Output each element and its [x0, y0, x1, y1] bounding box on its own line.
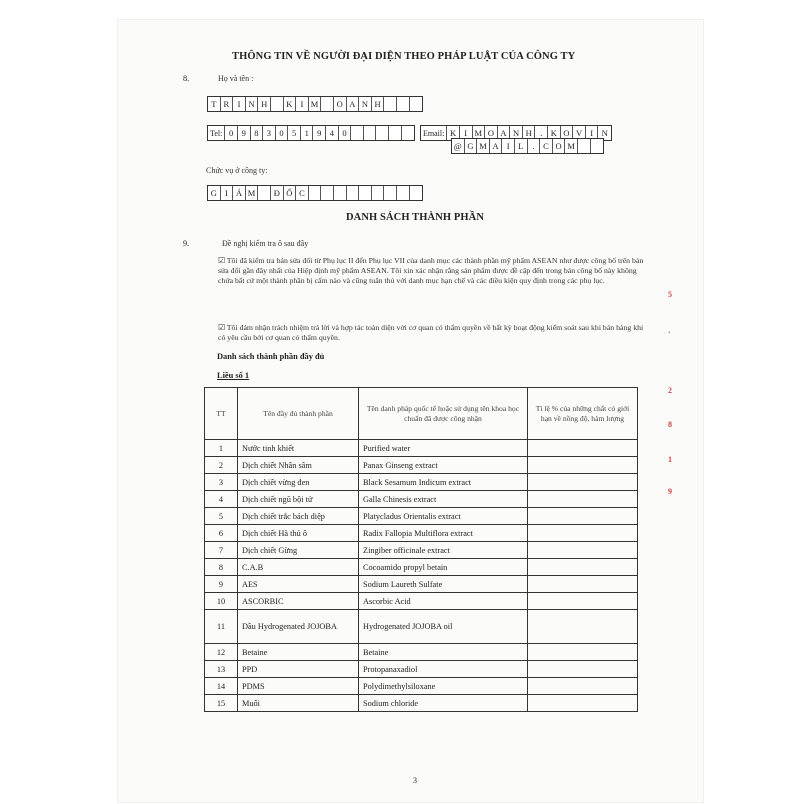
table-row [205, 525, 638, 542]
table-row [205, 474, 638, 491]
table-row [205, 440, 638, 457]
name-label: Họ và tên : [218, 74, 254, 83]
ingredient-name: Dịch chiết Gừng [238, 542, 359, 559]
inci-name: Betaine [359, 644, 528, 661]
table-row [205, 457, 638, 474]
char-cell [410, 186, 423, 200]
dose-subtitle: Liều số 1 [217, 371, 250, 380]
char-cell [384, 186, 397, 200]
email-field-line2[interactable] [451, 138, 604, 154]
char-cell: V [573, 126, 586, 140]
header-tt: TT [205, 388, 238, 440]
char-cell: I [460, 126, 473, 140]
inci-name: Platycladus Orientalis extract [359, 508, 528, 525]
percentage [528, 678, 638, 695]
percentage [528, 508, 638, 525]
table-row [205, 644, 638, 661]
ingredient-name: C.A.B [238, 559, 359, 576]
inci-name: Sodium Laureth Sulfate [359, 576, 528, 593]
char-cell [389, 126, 402, 140]
percentage [528, 525, 638, 542]
char-cell: 1 [301, 126, 314, 140]
inci-name: Panax Ginseng extract [359, 457, 528, 474]
char-cell: R [221, 97, 234, 111]
char-cell: M [473, 126, 486, 140]
char-cell: K [548, 126, 561, 140]
char-cell [309, 186, 322, 200]
header-full-name: Tên đầy đủ thành phần [238, 388, 359, 440]
inci-name: Galla Chinesis extract [359, 491, 528, 508]
inci-name: Black Sesamum Indicum extract [359, 474, 528, 491]
percentage [528, 457, 638, 474]
ingredient-name: Betaine [238, 644, 359, 661]
inci-name: Cocoamido propyl betain [359, 559, 528, 576]
char-cell: I [586, 126, 599, 140]
ingredient-name: PPD [238, 661, 359, 678]
ingredient-name: PDMS [238, 678, 359, 695]
page-number: 3 [413, 776, 417, 785]
char-cell: T [208, 97, 221, 111]
char-cell: Ố [284, 186, 297, 200]
table-row [205, 593, 638, 610]
percentage [528, 695, 638, 712]
section-title: DANH SÁCH THÀNH PHẦN [346, 212, 485, 223]
side-mark: 9 [668, 487, 672, 496]
table-row [205, 695, 638, 712]
char-cell: L [515, 139, 528, 153]
row-number: 7 [205, 542, 238, 559]
inci-name: Polydimethylsiloxane [359, 678, 528, 695]
ingredient-name: ASCORBIC [238, 593, 359, 610]
percentage [528, 644, 638, 661]
tel-label: Tel: [208, 126, 225, 140]
char-cell: 8 [251, 126, 264, 140]
inci-name: Sodium chloride [359, 695, 528, 712]
table-row [205, 661, 638, 678]
char-cell: . [535, 126, 548, 140]
row-number: 10 [205, 593, 238, 610]
row-number: 13 [205, 661, 238, 678]
char-cell [397, 186, 410, 200]
row-number: 11 [205, 610, 238, 644]
char-cell: O [334, 97, 347, 111]
section-8-number: 8. [183, 74, 190, 83]
ingredient-name: Dịch chiết Hà thủ ô [238, 525, 359, 542]
percentage [528, 491, 638, 508]
char-cell [271, 97, 284, 111]
checkbox-statement-1[interactable]: ☑ Tôi đã kiểm tra bản sửa đổi từ Phụ lục II đến Phụ lục VII của danh mục các thành phần mỹ phẩm ASEAN như được công bố trên bản sửa đổi gần đây nhất của Hiệp định mỹ phẩm ASEAN. Tôi xin xác nhận rằng sản phẩm được đề cập đến trong bản công bố này không chứa bất cứ một thành phần bị cấm nào và cũng tuân thủ với danh mục hạn chế và các điều kiện quy định trong các phụ lục. [218, 256, 644, 285]
header-percentage: Tỉ lệ % của những chất có giới hạn về nồng độ, hàm lượng [528, 388, 638, 440]
char-cell: A [498, 126, 511, 140]
check-intro: Đề nghị kiểm tra ô sau đây [222, 239, 309, 248]
char-cell [351, 126, 364, 140]
row-number: 4 [205, 491, 238, 508]
header-inci-name: Tên danh pháp quốc tế hoặc sử dụng tên khoa học chuẩn đã được công nhận [359, 388, 528, 440]
char-cell: I [296, 97, 309, 111]
ingredient-list-title: Danh sách thành phần đầy đủ [217, 352, 325, 361]
char-cell: 9 [313, 126, 326, 140]
char-cell [364, 126, 377, 140]
char-cell: H [258, 97, 271, 111]
char-cell [321, 186, 334, 200]
char-cell: 3 [263, 126, 276, 140]
table-row [205, 559, 638, 576]
char-cell: O [553, 139, 566, 153]
char-cell: . [528, 139, 541, 153]
char-cell: M [565, 139, 578, 153]
percentage [528, 440, 638, 457]
row-number: 14 [205, 678, 238, 695]
ingredient-name: Dịch chiết Nhân sâm [238, 457, 359, 474]
row-number: 5 [205, 508, 238, 525]
table-row [205, 576, 638, 593]
char-cell: C [540, 139, 553, 153]
inci-name: Purified water [359, 440, 528, 457]
char-cell: 4 [326, 126, 339, 140]
char-cell [402, 126, 415, 140]
char-cell: K [284, 97, 297, 111]
char-cell: K [447, 126, 460, 140]
ingredient-name: Muối [238, 695, 359, 712]
percentage [528, 610, 638, 644]
email-label: Email: [421, 126, 447, 140]
char-cell: H [523, 126, 536, 140]
percentage [528, 661, 638, 678]
percentage [528, 576, 638, 593]
char-cell [397, 97, 410, 111]
char-cell: I [502, 139, 515, 153]
char-cell: N [601, 128, 608, 138]
ingredient-name: Nước tinh khiết [238, 440, 359, 457]
row-number: 8 [205, 559, 238, 576]
page-heading: THÔNG TIN VỀ NGƯỜI ĐẠI DIỆN THEO PHÁP LUẬT CỦA CÔNG TY [232, 51, 576, 62]
char-cell: G [208, 186, 221, 200]
percentage [528, 593, 638, 610]
inci-name: Zingiber officinale extract [359, 542, 528, 559]
char-cell [410, 97, 423, 111]
row-number: 3 [205, 474, 238, 491]
char-cell [384, 97, 397, 111]
char-cell: Á [233, 186, 246, 200]
char-cell [372, 186, 385, 200]
char-cell [578, 139, 591, 153]
char-cell: H [372, 97, 385, 111]
ingredient-name: Dầu Hydrogenated JOJOBA [238, 610, 359, 644]
row-number: 9 [205, 576, 238, 593]
inci-name: Hydrogenated JOJOBA oil [359, 610, 528, 644]
char-cell [376, 126, 389, 140]
char-cell: 9 [238, 126, 251, 140]
tel-field[interactable] [207, 125, 415, 141]
inci-name: Ascorbic Acid [359, 593, 528, 610]
side-mark: 5 [668, 290, 672, 299]
percentage [528, 542, 638, 559]
char-cell [258, 186, 271, 200]
char-cell: I [221, 186, 234, 200]
char-cell: M [309, 97, 322, 111]
ingredient-name: Dịch chiết vừng đen [238, 474, 359, 491]
char-cell: O [485, 126, 498, 140]
side-mark: · [668, 328, 671, 337]
percentage [528, 474, 638, 491]
row-number: 6 [205, 525, 238, 542]
char-cell: A [490, 139, 503, 153]
name-field[interactable] [207, 96, 423, 112]
table-row [205, 678, 638, 695]
char-cell [347, 186, 360, 200]
table-row [205, 491, 638, 508]
char-cell: M [477, 139, 490, 153]
inci-name: Radix Fallopia Multiflora extract [359, 525, 528, 542]
ingredient-name: Dịch chiết trắc bách diệp [238, 508, 359, 525]
table-row [205, 610, 638, 644]
char-cell: G [465, 139, 478, 153]
char-cell: C [296, 186, 309, 200]
ingredient-name: AES [238, 576, 359, 593]
char-cell: N [510, 126, 523, 140]
char-cell [321, 97, 334, 111]
char-cell: @ [452, 139, 465, 153]
table-row [205, 508, 638, 525]
char-cell: N [246, 97, 259, 111]
char-cell: Đ [271, 186, 284, 200]
checkbox-statement-2[interactable]: ☑ Tôi đảm nhận trách nhiệm trả lời và hợp tác toàn diện với cơ quan có thẩm quyền về bất kỳ hoạt động kiểm soát sau khi bán hàng khi có yêu cầu bởi cơ quan có thẩm quyền. [218, 323, 644, 342]
char-cell [591, 139, 604, 153]
table-header-row [205, 388, 638, 440]
row-number: 2 [205, 457, 238, 474]
percentage [528, 559, 638, 576]
char-cell: M [246, 186, 259, 200]
inci-name: Protopanaxadiol [359, 661, 528, 678]
char-cell: A [347, 97, 360, 111]
side-mark: 2 [668, 386, 672, 395]
side-mark: 8 [668, 420, 672, 429]
position-label: Chức vụ ở công ty: [206, 166, 268, 175]
char-cell: 0 [339, 126, 352, 140]
ingredient-table [204, 387, 638, 712]
section-9-number: 9. [183, 239, 190, 248]
char-cell: O [561, 126, 574, 140]
char-cell [334, 186, 347, 200]
char-cell [359, 186, 372, 200]
char-cell: 0 [276, 126, 289, 140]
table-row [205, 542, 638, 559]
row-number: 1 [205, 440, 238, 457]
row-number: 15 [205, 695, 238, 712]
char-cell: I [233, 97, 246, 111]
char-cell: N [359, 97, 372, 111]
char-cell: 0 [225, 126, 238, 140]
char-cell: 5 [288, 126, 301, 140]
side-mark: 1 [668, 455, 672, 464]
row-number: 12 [205, 644, 238, 661]
ingredient-name: Dịch chiết ngũ bội tử [238, 491, 359, 508]
position-field[interactable] [207, 185, 423, 201]
